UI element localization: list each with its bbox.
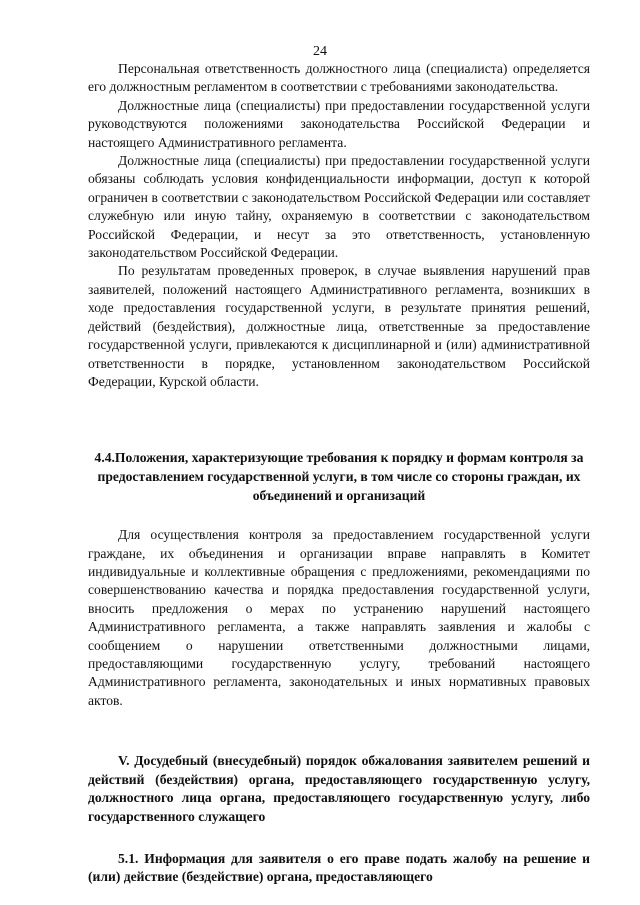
section-5-heading: V. Досудебный (внесудебный) порядок обжалования заявителем решений и действий (бездействия) органа, предоставляющего государственную услугу, должностного лица органа, предоставляющего государственную услугу, либо государственного служащего [88,753,590,824]
section-4-4-heading: 4.4.Положения, характеризующие требования к порядку и формам контроля за предоставлением государственной услуги, в том числе со стороны граждан, их объединений и организаций [94,450,584,503]
page-number: 24 [313,44,327,59]
paragraph-personal-responsibility: Персональная ответственность должностного лица (специалиста) определяется его должностным регламентом в соответствии с требованиями законодательства. [88,61,590,95]
section-5-1-heading: 5.1. Информация для заявителя о его праве подать жалобу на решение и (или) действие (бездействие) органа, предоставляющего [88,850,590,885]
paragraph-officials-guidance: Должностные лица (специалисты) при предоставлении государственной услуги руководствуются положениями законодательства Российской Федерации и настоящего Административного регламента. [88,97,590,150]
page-content [88,60,590,887]
paragraph-confidentiality: Должностные лица (специалисты) при предоставлении государственной услуги обязаны соблюдать условия конфиденциальности информации, доступ к которой ограничен в соответствии с законодательством Российской Федерации или составляет служебную или иную тайну, охраняемую в соответствии с законодательством Российской Федерации, и несут за это ответственность, установленную законодательством Российской Федерации. [88,153,590,261]
paragraph-inspection-results: По результатам проведенных проверок, в случае выявления нарушений прав заявителей, положений настоящего Административного регламента, возникших в ходе предоставления государственной услуги, в результате принятия решений, действий (бездействия), должностные лица, ответственные за предоставление государственной услуги, привлекаются к дисциплинарной и (или) административной ответственности в порядке, установленном законодательством Российской Федерации, Курской области. [88,263,590,389]
section-4-4-paragraph: Для осуществления контроля за предоставлением государственной услуги граждане, их объединения и организации вправе направлять в Комитет индивидуальные и коллективные обращения с предложениями, рекомендациями по совершенствованию качества и порядка предоставления государственной услуги, вносить предложения о мерах по устранению нарушений настоящего Административного регламента, а также направлять заявления и жалобы с сообщением о нарушении ответственными должностными лицами, предоставляющими государственную услугу, требований настоящего Административного регламента, законодательных и иных нормативных правовых актов. [88,527,590,708]
